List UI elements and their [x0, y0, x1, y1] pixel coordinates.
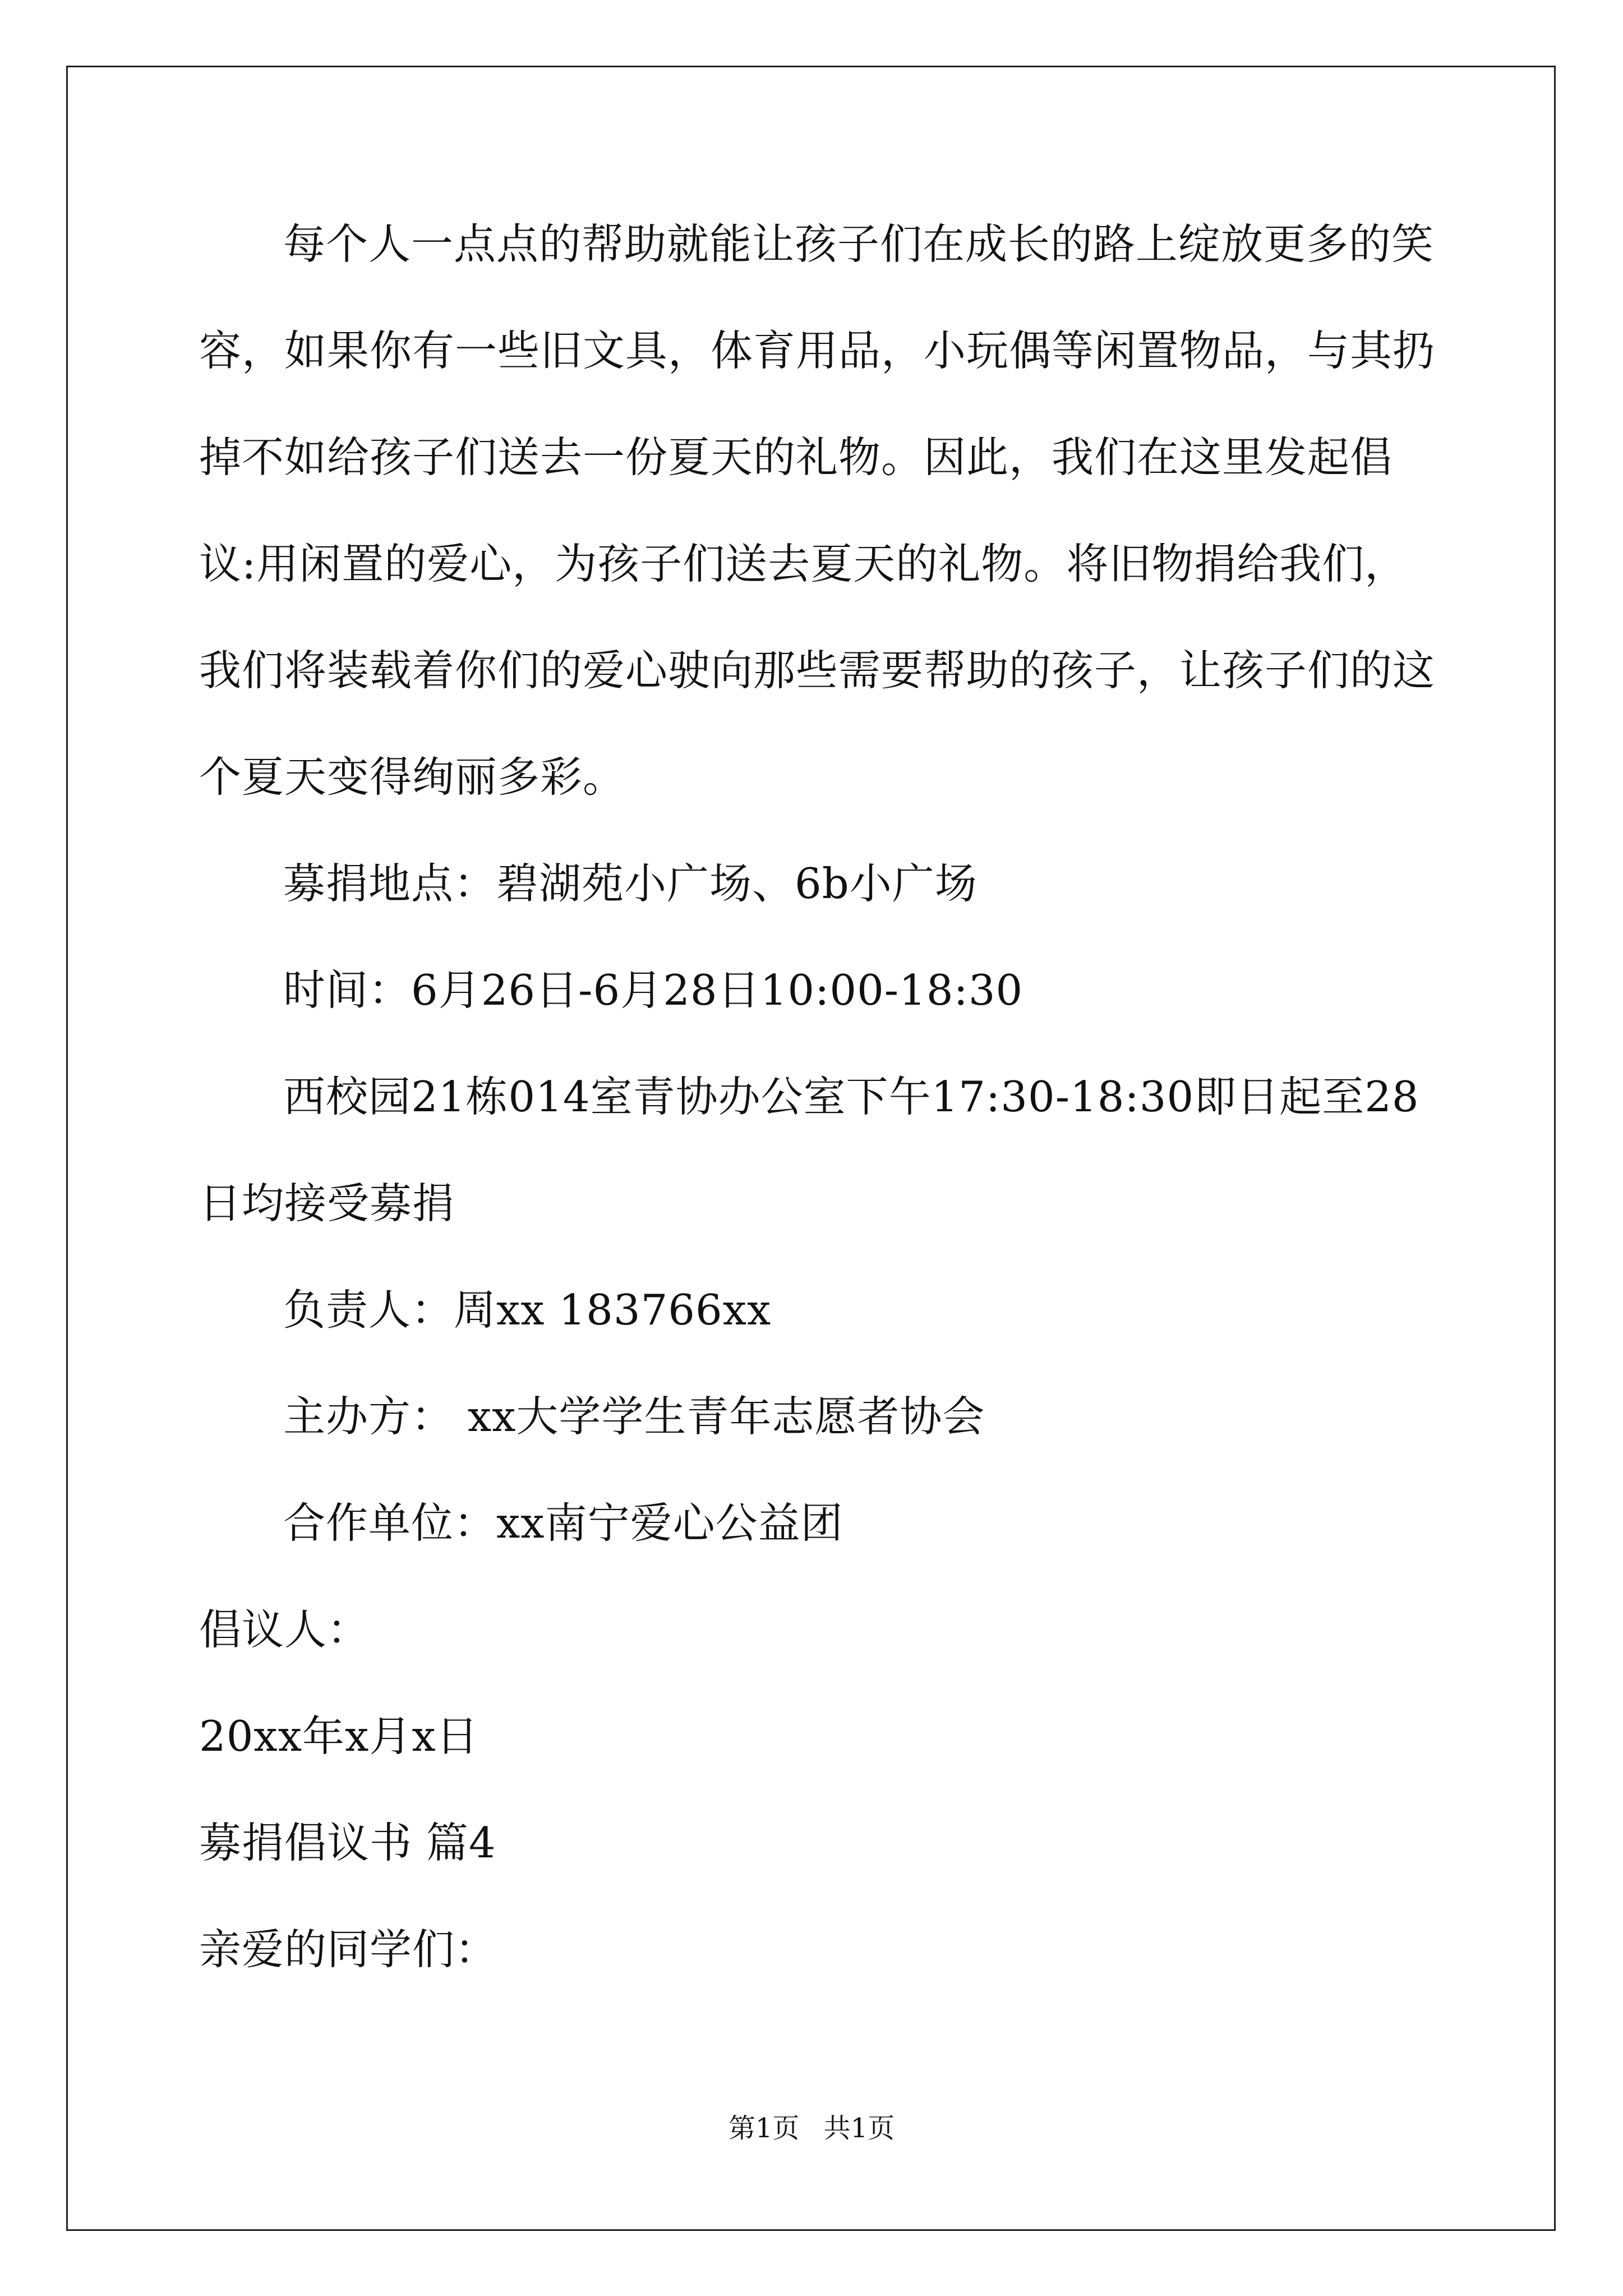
- paragraph-donation-location: 募捐地点：碧湖苑小广场、6b小广场: [283, 859, 978, 908]
- paragraph-initiator: 倡议人：: [199, 1605, 370, 1654]
- paragraph-appeal: 每个人一点点的帮助就能让孩子们在成长的路上绽放更多的笑容，如果你有一些旧文具，体育用品，小玩偶等闲置物品，与其扔掉不如给孩子们送去一份夏天的礼物。因此，我们在这里发起倡议:用闲置的爱心，为孩子们送去夏天的礼物。将旧物捐给我们，我们将装载着你们的爱心驶向那些需要帮助的孩子，让孩子们的这个夏天变得绚丽多彩。: [199, 219, 1436, 802]
- section-heading: 募捐倡议书 篇4: [199, 1818, 496, 1867]
- paragraph-partner: 合作单位：xx南宁爱心公益团: [283, 1498, 843, 1548]
- paragraph-contact-person: 负责人：周xx 183766xx: [283, 1285, 772, 1335]
- page-total: 共1页: [823, 2113, 895, 2144]
- paragraph-date: 20xx年x月x日: [199, 1711, 479, 1761]
- paragraph-salutation: 亲爱的同学们：: [199, 1925, 498, 1974]
- page-footer: [0, 2106, 1623, 2145]
- page-number: 第1页: [728, 2113, 800, 2144]
- paragraph-time: 时间：6月26日-6月28日10:00-18:30: [283, 965, 1023, 1015]
- paragraph-office-hours: 西校园21栋014室青协办公室下午17:30-18:30即日起至28日均接受募捐: [199, 1072, 1419, 1228]
- document-body: [199, 191, 1450, 2003]
- paragraph-organizer: 主办方： xx大学学生青年志愿者协会: [283, 1392, 985, 1441]
